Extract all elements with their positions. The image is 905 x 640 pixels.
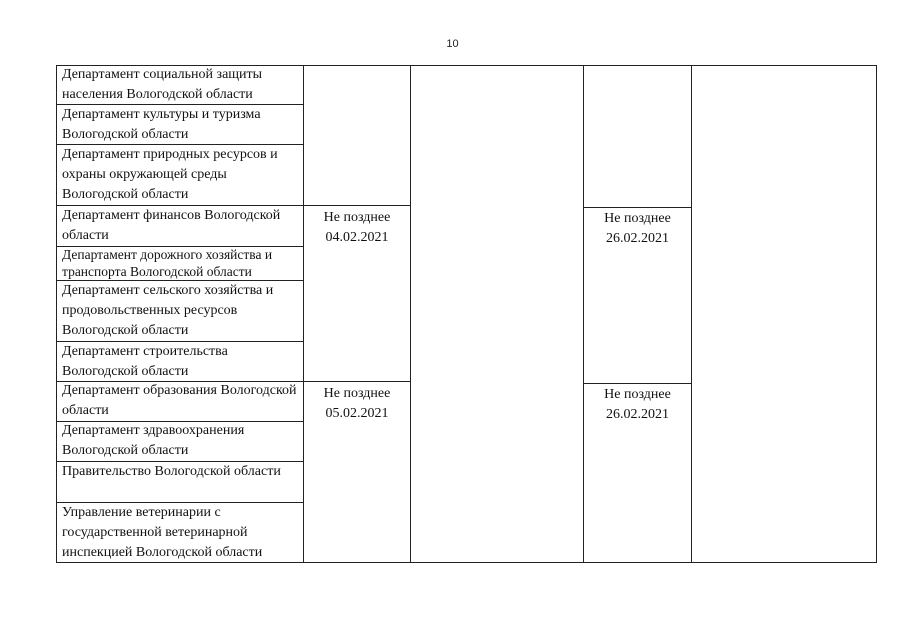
department-cell: Департамент образования Вологодской области bbox=[62, 383, 297, 418]
group-divider-col4 bbox=[583, 207, 691, 208]
department-cell: Департамент социальной защиты населения Вологодской области bbox=[62, 67, 263, 102]
column-divider-4 bbox=[691, 66, 692, 562]
department-cell: Департамент дорожного хозяйства и транспорта Вологодской области bbox=[62, 247, 273, 279]
page-number: 10 bbox=[446, 38, 459, 50]
group-divider-col2 bbox=[303, 205, 410, 206]
deadline-date: Не позднее 04.02.2021 bbox=[323, 210, 391, 245]
department-cell: Департамент культуры и туризма Вологодской области bbox=[62, 107, 261, 142]
column-divider-1 bbox=[303, 66, 304, 562]
deadline-date: Не позднее 26.02.2021 bbox=[604, 387, 671, 422]
deadline-table bbox=[56, 65, 877, 563]
department-cell: Департамент строительства Вологодской области bbox=[62, 344, 228, 379]
department-cell: Департамент природных ресурсов и охраны окружающей среды Вологодской области bbox=[62, 147, 278, 202]
department-cell: Департамент сельского хозяйства и продовольственных ресурсов Вологодской области bbox=[62, 283, 274, 338]
department-cell: Департамент финансов Вологодской области bbox=[62, 208, 281, 243]
group-divider-col2 bbox=[303, 381, 410, 382]
column-divider-2 bbox=[410, 66, 411, 562]
department-cell: Управление ветеринарии с государственной ветеринарной инспекцией Вологодской области bbox=[62, 505, 263, 560]
department-cell: Департамент здравоохранения Вологодской области bbox=[62, 423, 245, 458]
deadline-date: Не позднее 05.02.2021 bbox=[323, 386, 391, 421]
group-divider-col4 bbox=[583, 383, 691, 384]
department-cell: Правительство Вологодской области bbox=[62, 464, 281, 479]
column-divider-3 bbox=[583, 66, 584, 562]
deadline-date: Не позднее 26.02.2021 bbox=[604, 211, 671, 246]
